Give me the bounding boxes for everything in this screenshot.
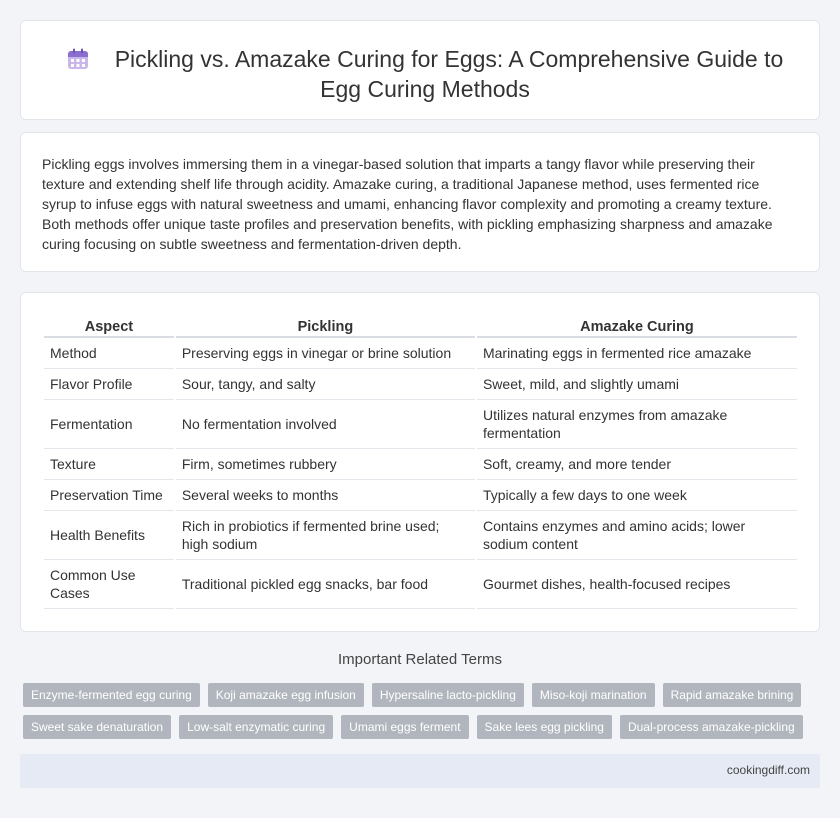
cell-pickling: Several weeks to months bbox=[176, 480, 475, 511]
table-row bbox=[44, 560, 797, 609]
cell-amazake: Contains enzymes and amino acids; lower sodium content bbox=[477, 511, 797, 560]
table-row bbox=[44, 480, 797, 511]
comparison-table-card bbox=[20, 292, 820, 632]
tag-row bbox=[23, 715, 823, 739]
cell-aspect: Fermentation bbox=[44, 400, 174, 449]
table-row bbox=[44, 338, 797, 369]
comparison-table bbox=[42, 316, 799, 609]
cell-aspect: Preservation Time bbox=[44, 480, 174, 511]
table-header-row bbox=[44, 316, 797, 338]
cell-amazake: Typically a few days to one week bbox=[477, 480, 797, 511]
cell-amazake: Sweet, mild, and slightly umami bbox=[477, 369, 797, 400]
related-tag[interactable]: Enzyme-fermented egg curing bbox=[23, 683, 200, 707]
related-tag[interactable]: Dual-process amazake-pickling bbox=[620, 715, 803, 739]
intro-card bbox=[20, 132, 820, 272]
related-terms-heading: Important Related Terms bbox=[338, 651, 502, 668]
table-row bbox=[44, 400, 797, 449]
cell-pickling: Rich in probiotics if fermented brine used; high sodium bbox=[176, 511, 475, 560]
related-tag[interactable]: Rapid amazake brining bbox=[663, 683, 802, 707]
intro-paragraph: Pickling eggs involves immersing them in a vinegar-based solution that imparts a tangy flavor while preserving their texture and extending shelf life through acidity. Amazake curing, a traditional Japanese method, uses fermented rice syrup to infuse eggs with natural sweetness and umami, enhancing flavor complexity and promoting a creamy texture. Both methods offer unique taste profiles and preservation benefits, with pickling emphasizing sharpness and amazake curing focusing on subtle sweetness and fermentation-driven depth. bbox=[42, 156, 773, 252]
page-title: Pickling vs. Amazake Curing for Eggs: A Comprehensive Guide to Egg Curing Methods bbox=[114, 46, 784, 102]
cell-aspect: Health Benefits bbox=[44, 511, 174, 560]
cell-amazake: Marinating eggs in fermented rice amazake bbox=[477, 338, 797, 369]
tag-row bbox=[23, 683, 823, 707]
cell-pickling: No fermentation involved bbox=[176, 400, 475, 449]
cell-amazake: Gourmet dishes, health-focused recipes bbox=[477, 560, 797, 609]
table-row bbox=[44, 511, 797, 560]
table-row bbox=[44, 449, 797, 480]
related-tag[interactable]: Sake lees egg pickling bbox=[477, 715, 612, 739]
cell-aspect: Common Use Cases bbox=[44, 560, 174, 609]
cell-amazake: Utilizes natural enzymes from amazake fermentation bbox=[477, 400, 797, 449]
related-tag[interactable]: Umami eggs ferment bbox=[341, 715, 468, 739]
table-row bbox=[44, 369, 797, 400]
footer-site-link[interactable]: cookingdiff.com bbox=[726, 763, 810, 777]
cell-amazake: Soft, creamy, and more tender bbox=[477, 449, 797, 480]
header-card bbox=[20, 20, 820, 120]
cell-pickling: Firm, sometimes rubbery bbox=[176, 449, 475, 480]
header-amazake: Amazake Curing bbox=[477, 316, 797, 338]
related-tag[interactable]: Miso-koji marination bbox=[532, 683, 655, 707]
related-tag[interactable]: Koji amazake egg infusion bbox=[208, 683, 364, 707]
cell-aspect: Method bbox=[44, 338, 174, 369]
cell-pickling: Sour, tangy, and salty bbox=[176, 369, 475, 400]
header-pickling: Pickling bbox=[176, 316, 475, 338]
cell-aspect: Texture bbox=[44, 449, 174, 480]
cell-pickling: Traditional pickled egg snacks, bar food bbox=[176, 560, 475, 609]
related-tag[interactable]: Hypersaline lacto-pickling bbox=[372, 683, 524, 707]
header-aspect: Aspect bbox=[44, 316, 174, 338]
footer bbox=[20, 754, 820, 788]
page-title-block bbox=[51, 44, 799, 104]
related-tag[interactable]: Sweet sake denaturation bbox=[23, 715, 171, 739]
calendar-icon bbox=[67, 47, 89, 69]
cell-pickling: Preserving eggs in vinegar or brine solution bbox=[176, 338, 475, 369]
cell-aspect: Flavor Profile bbox=[44, 369, 174, 400]
related-terms-tags bbox=[23, 683, 823, 747]
related-tag[interactable]: Low-salt enzymatic curing bbox=[179, 715, 333, 739]
